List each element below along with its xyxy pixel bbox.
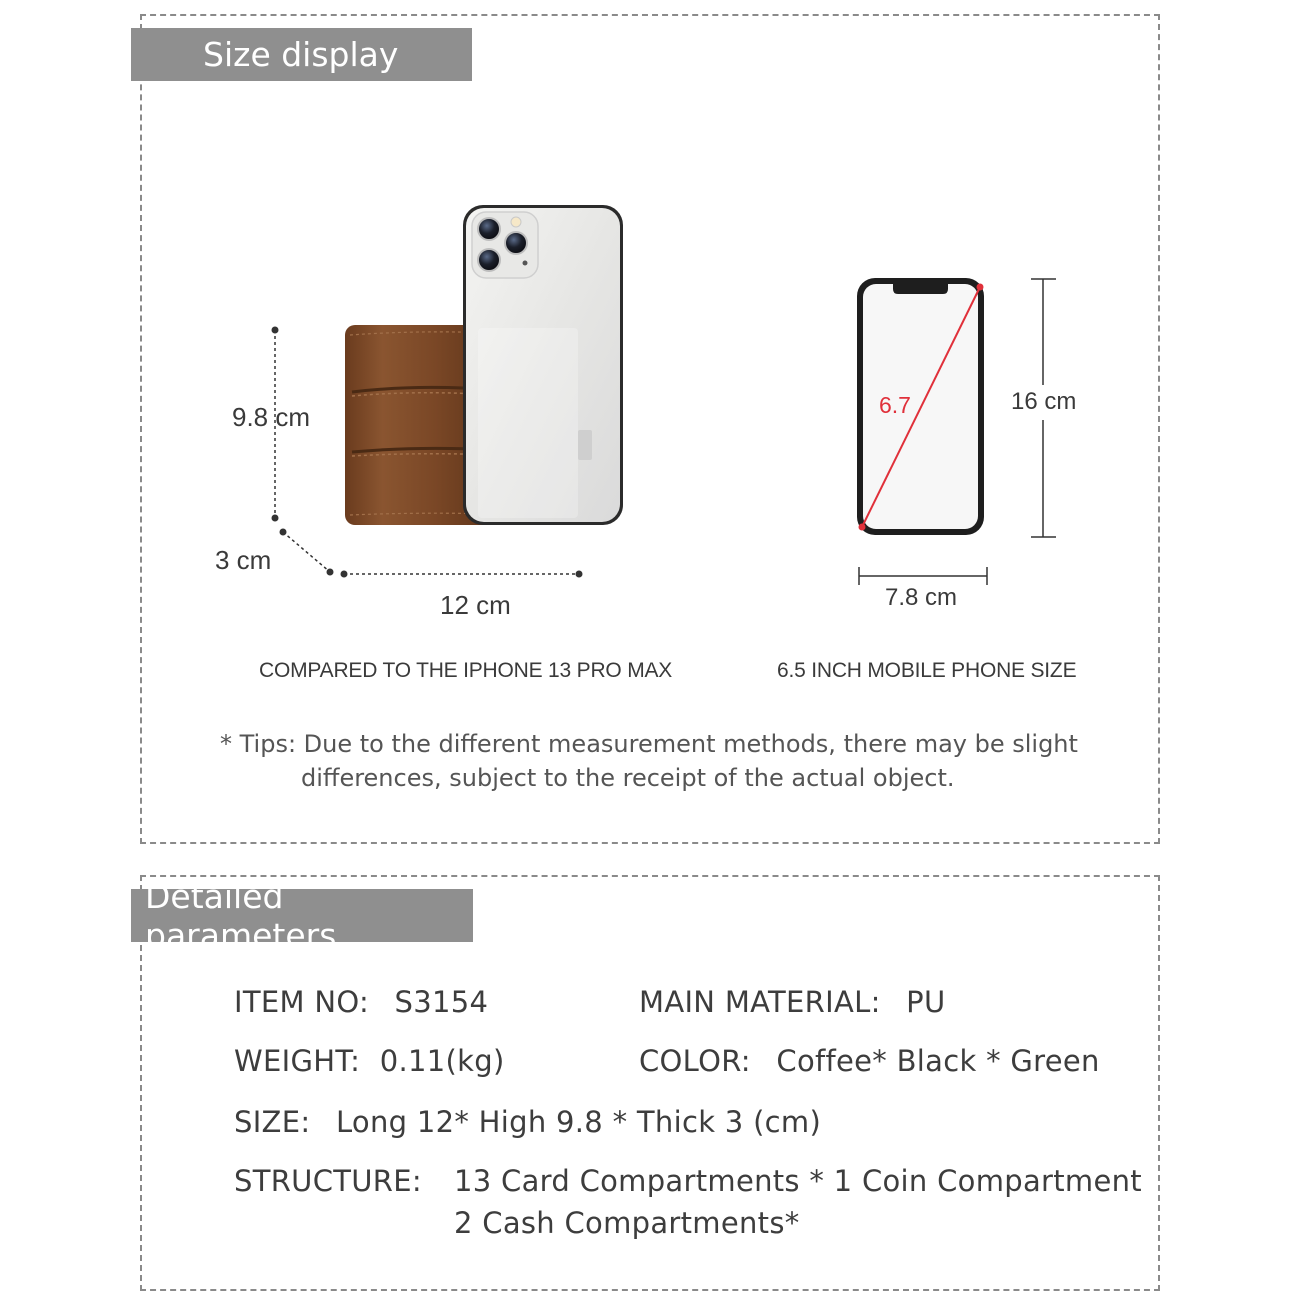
- color-label: COLOR:: [639, 1044, 751, 1078]
- phone-size-caption: 6.5 INCH MOBILE PHONE SIZE: [777, 659, 1077, 682]
- main-material-row: [639, 985, 946, 1019]
- item-no-value: S3154: [394, 985, 489, 1019]
- color-row: [639, 1044, 1100, 1078]
- phone-width-label: 7.8 cm: [885, 584, 958, 611]
- structure-value-line-2: 2 Cash Compartments*: [454, 1206, 800, 1240]
- iphone-13-pro-max-image: [463, 205, 623, 525]
- size-value: Long 12* High 9.8 * Thick 3 (cm): [335, 1105, 822, 1139]
- main-material-value: PU: [906, 985, 946, 1019]
- wallet-comparison-caption: COMPARED TO THE IPHONE 13 PRO MAX: [259, 659, 673, 682]
- color-value: Coffee* Black * Green: [776, 1044, 1100, 1078]
- wallet-thickness-label: 3 cm: [215, 545, 272, 575]
- wallet-length-label: 12 cm: [440, 590, 511, 620]
- phone-height-label: 16 cm: [1011, 388, 1077, 415]
- tips-line-2: differences, subject to the receipt of the actual object.: [301, 764, 955, 792]
- detailed-parameters-title: Detailed parameters: [131, 889, 473, 942]
- item-no-row: [234, 985, 488, 1019]
- structure-label: STRUCTURE:: [234, 1164, 422, 1198]
- main-material-label: MAIN MATERIAL:: [639, 985, 881, 1019]
- weight-value: 0.11(kg): [379, 1044, 505, 1078]
- weight-label: WEIGHT:: [234, 1044, 361, 1078]
- structure-value-line-1: 13 Card Compartments * 1 Coin Compartment: [454, 1164, 1142, 1198]
- size-row: [234, 1105, 821, 1139]
- wallet-height-label: 9.8 cm: [232, 402, 311, 432]
- size-label: SIZE:: [234, 1105, 311, 1139]
- tips-line-1: * Tips: Due to the different measurement methods, there may be slight: [220, 730, 1078, 758]
- phone-diagonal-label: 6.7: [879, 392, 911, 418]
- item-no-label: ITEM NO:: [234, 985, 370, 1019]
- weight-row: [234, 1044, 505, 1078]
- size-display-title: Size display: [131, 28, 472, 81]
- mobile-phone-front-image: [857, 278, 984, 535]
